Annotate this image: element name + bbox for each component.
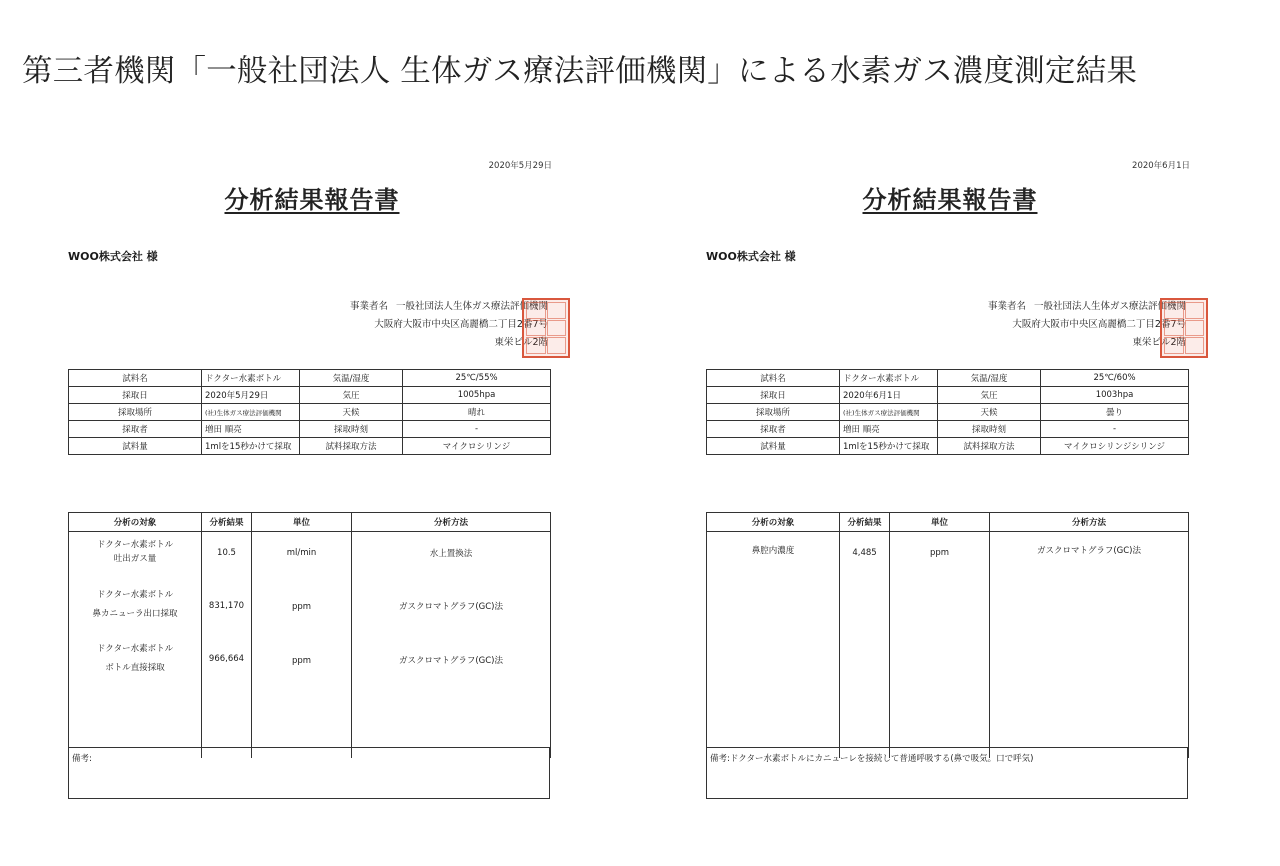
table-cell: ドクター水素ボトル — [840, 370, 938, 387]
table-cell: 天候 — [938, 404, 1041, 421]
target-line: ドクター水素ボトル — [96, 590, 174, 600]
unit-column — [890, 532, 990, 759]
issuer-address: 大阪府大阪市中央区高麗橋二丁目2番7号 — [374, 319, 548, 330]
column-header: 単位 — [252, 513, 352, 532]
table-row — [69, 421, 551, 438]
table-cell: 1003hpa — [1041, 387, 1189, 404]
table-cell: (社)生体ガス療法評価機関 — [202, 404, 300, 421]
table-cell: 試料名 — [707, 370, 840, 387]
table-cell: マイクロシリンジシリンジ — [1041, 438, 1189, 455]
table-cell: 採取時刻 — [300, 421, 403, 438]
table-cell: 2020年5月29日 — [202, 387, 300, 404]
target-line: ボトル直接採取 — [105, 663, 165, 673]
table-cell: 採取日 — [707, 387, 840, 404]
table-cell: 採取場所 — [69, 404, 202, 421]
target-column — [69, 532, 202, 759]
column-header: 分析方法 — [352, 513, 551, 532]
table-cell: 試料採取方法 — [300, 438, 403, 455]
analysis-report-left — [62, 150, 562, 820]
report-title-text: 分析結果報告書 — [224, 186, 400, 214]
result-value: 831,170 — [208, 601, 245, 611]
result-value: 4,485 — [852, 548, 877, 558]
table-header-row — [707, 513, 1189, 532]
table-cell: 採取者 — [69, 421, 202, 438]
table-cell: 晴れ — [403, 404, 551, 421]
column-header: 分析方法 — [990, 513, 1189, 532]
table-row — [707, 421, 1189, 438]
table-row — [707, 404, 1189, 421]
issuer-building: 東栄ビル2階 — [494, 337, 548, 348]
result-target: 鼻腔内濃度 — [751, 546, 795, 556]
column-header: 単位 — [890, 513, 990, 532]
report-title — [62, 180, 562, 215]
table-cell: 25℃/55% — [403, 370, 551, 387]
table-cell: 気圧 — [300, 387, 403, 404]
result-unit: ppm — [291, 602, 312, 612]
table-cell: 曇り — [1041, 404, 1189, 421]
table-cell: (社)生体ガス療法評価機関 — [840, 404, 938, 421]
report-date: 2020年5月29日 — [488, 161, 552, 171]
table-cell: 1005hpa — [403, 387, 551, 404]
target-line: 吐出ガス量 — [113, 554, 157, 564]
result-method: ガスクロマトグラフ(GC)法 — [399, 602, 503, 612]
issuer-label: 事業者名 — [987, 301, 1026, 312]
column-header: 分析の対象 — [707, 513, 840, 532]
result-column — [202, 532, 252, 759]
results-body — [707, 532, 1189, 759]
issuer-name: 一般社団法人生体ガス療法評価機関 — [1033, 301, 1186, 312]
analysis-results-table — [68, 512, 551, 758]
table-cell: 気圧 — [938, 387, 1041, 404]
analysis-report-right — [700, 150, 1200, 820]
result-column — [840, 532, 890, 759]
target-line: 鼻カニューラ出口採取 — [92, 609, 178, 619]
result-target — [69, 588, 201, 621]
report-title — [700, 180, 1200, 215]
unit-column — [252, 532, 352, 759]
column-header: 分析の対象 — [69, 513, 202, 532]
table-cell: 気温/湿度 — [938, 370, 1041, 387]
result-value: 966,664 — [208, 654, 245, 664]
result-method: ガスクロマトグラフ(GC)法 — [399, 656, 503, 666]
sample-info-table — [706, 369, 1189, 455]
table-row — [69, 438, 551, 455]
table-cell: 1mlを15秒かけて採取 — [840, 438, 938, 455]
table-cell: マイクロシリンジ — [403, 438, 551, 455]
report-recipient: WOO株式会社 様 — [706, 250, 796, 263]
table-cell: 増田 順亮 — [202, 421, 300, 438]
issuer-block — [350, 298, 548, 352]
results-body — [69, 532, 551, 759]
table-row — [707, 370, 1189, 387]
result-method: 水上置換法 — [429, 549, 473, 559]
table-cell: 試料量 — [707, 438, 840, 455]
seal-stamp-icon — [522, 298, 570, 358]
remarks-box: 備考: — [68, 747, 550, 799]
table-cell: - — [1041, 421, 1189, 438]
report-date: 2020年6月1日 — [1132, 161, 1190, 171]
table-cell: 気温/湿度 — [300, 370, 403, 387]
table-cell: 増田 順亮 — [840, 421, 938, 438]
result-unit: ppm — [929, 548, 950, 558]
table-cell: 採取者 — [707, 421, 840, 438]
table-row — [69, 404, 551, 421]
target-line: ドクター水素ボトル — [96, 644, 174, 654]
issuer-block — [988, 298, 1186, 352]
table-cell: 採取時刻 — [938, 421, 1041, 438]
table-header-row — [69, 513, 551, 532]
column-header: 分析結果 — [840, 513, 890, 532]
table-cell: ドクター水素ボトル — [202, 370, 300, 387]
sample-info-table — [68, 369, 551, 455]
result-unit: ml/min — [286, 548, 317, 558]
target-column — [707, 532, 840, 759]
result-unit: ppm — [291, 656, 312, 666]
table-row — [707, 438, 1189, 455]
table-cell: - — [403, 421, 551, 438]
issuer-address: 大阪府大阪市中央区高麗橋二丁目2番7号 — [1012, 319, 1186, 330]
table-cell: 試料採取方法 — [938, 438, 1041, 455]
table-row — [707, 387, 1189, 404]
result-value: 10.5 — [217, 548, 236, 558]
issuer-building: 東栄ビル2階 — [1132, 337, 1186, 348]
table-row — [69, 387, 551, 404]
method-column — [352, 532, 551, 759]
issuer-label: 事業者名 — [349, 301, 388, 312]
analysis-results-table — [706, 512, 1189, 758]
table-cell: 採取日 — [69, 387, 202, 404]
table-cell: 天候 — [300, 404, 403, 421]
result-target — [69, 642, 201, 675]
table-cell: 採取場所 — [707, 404, 840, 421]
report-recipient: WOO株式会社 様 — [68, 250, 158, 263]
page-title: 第三者機関「一般社団法人 生体ガス療法評価機関」による水素ガス濃度測定結果 — [22, 54, 1138, 90]
result-method: ガスクロマトグラフ(GC)法 — [1037, 546, 1141, 556]
column-header: 分析結果 — [202, 513, 252, 532]
result-target — [69, 538, 201, 566]
table-row — [69, 370, 551, 387]
table-cell: 25℃/60% — [1041, 370, 1189, 387]
seal-stamp-icon — [1160, 298, 1208, 358]
remarks-box: 備考:ドクター水素ボトルにカニューレを接続して普通呼吸する(鼻で吸気。口で呼気) — [706, 747, 1188, 799]
table-cell: 試料量 — [69, 438, 202, 455]
table-cell: 2020年6月1日 — [840, 387, 938, 404]
issuer-name: 一般社団法人生体ガス療法評価機関 — [395, 301, 548, 312]
report-title-text: 分析結果報告書 — [862, 186, 1038, 214]
table-cell: 試料名 — [69, 370, 202, 387]
method-column — [990, 532, 1189, 759]
target-line: ドクター水素ボトル — [96, 540, 174, 550]
table-cell: 1mlを15秒かけて採取 — [202, 438, 300, 455]
